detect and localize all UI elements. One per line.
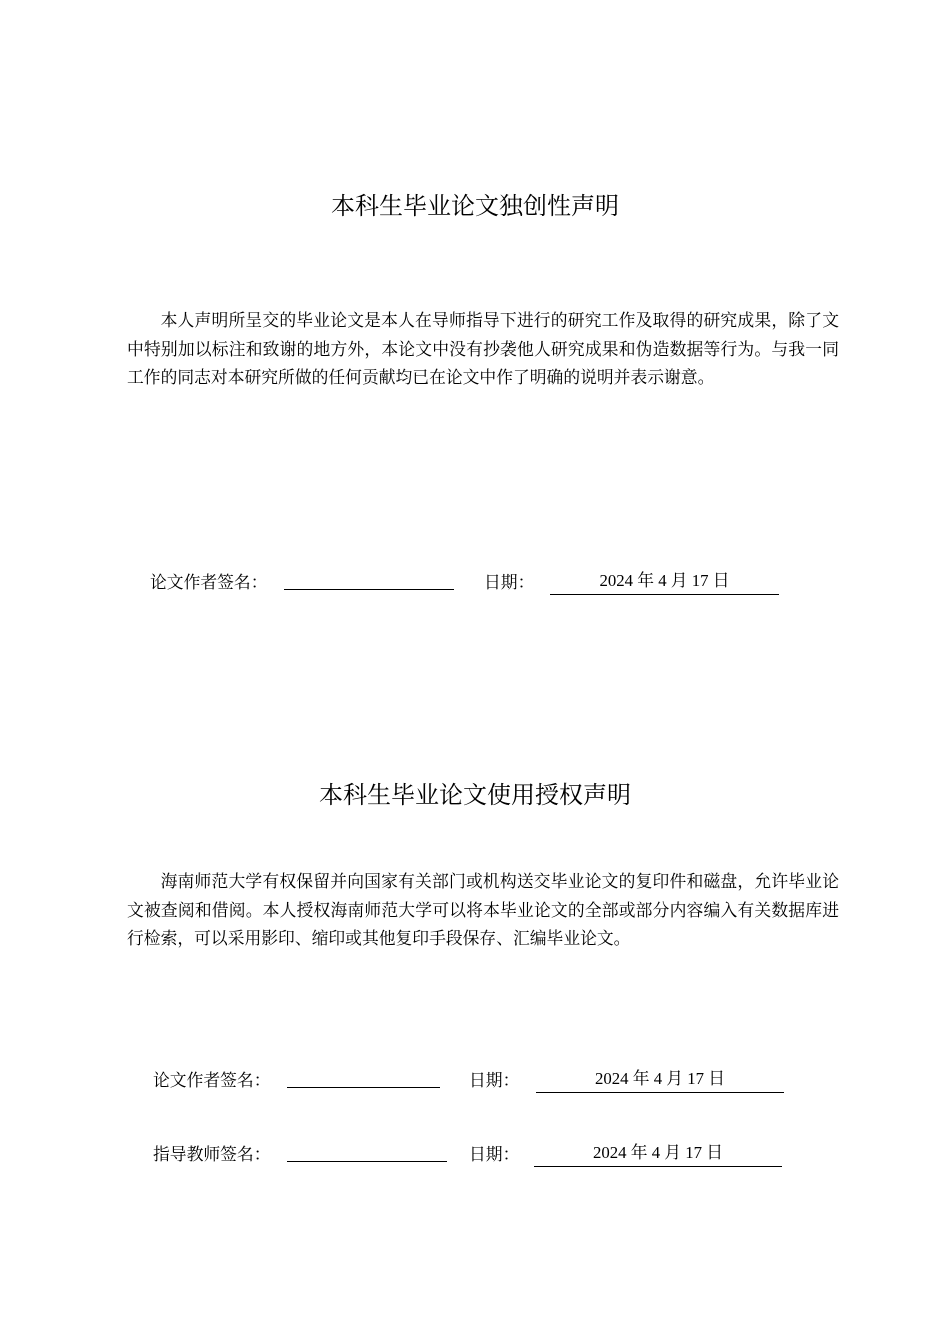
authorization-advisor-row <box>153 1141 803 1167</box>
date-label: 日期： <box>469 1144 520 1164</box>
date-label: 日期： <box>484 572 535 592</box>
authorization-author-row <box>153 1067 803 1093</box>
originality-body: 本人声明所呈交的毕业论文是本人在导师指导下进行的研究工作及取得的研究成果，除了文中特别加以标注和致谢的地方外，本论文中没有抄袭他人研究成果和伪造数据等行为。与我一同工作的同志对本研究所做的任何贡献均已在论文中作了明确的说明并表示谢意。 <box>127 310 839 387</box>
authorization-title: 本科生毕业论文使用授权声明 <box>319 781 631 809</box>
author-signature-label: 论文作者签名： <box>150 572 268 592</box>
originality-signature-row <box>150 569 800 595</box>
advisor-signature-line[interactable] <box>287 1161 447 1162</box>
authorization-body: 海南师范大学有权保留并向国家有关部门或机构送交毕业论文的复印件和磁盘，允许毕业论文被查阅和借阅。本人授权海南师范大学可以将本毕业论文的全部或部分内容编入有关数据库进行检索，可以采用影印、缩印或其他复印手段保存、汇编毕业论文。 <box>127 871 839 948</box>
advisor-signature-label: 指导教师签名： <box>153 1144 271 1164</box>
date-label: 日期： <box>469 1070 520 1090</box>
originality-title: 本科生毕业论文独创性声明 <box>331 192 619 220</box>
date-value[interactable]: 2024 年 4 月 17 日 <box>536 1067 784 1093</box>
author-signature-label: 论文作者签名： <box>153 1070 271 1090</box>
author-signature-line[interactable] <box>287 1087 440 1088</box>
author-signature-line[interactable] <box>284 589 454 590</box>
date-value[interactable]: 2024 年 4 月 17 日 <box>534 1141 782 1167</box>
date-value[interactable]: 2024 年 4 月 17 日 <box>550 569 779 595</box>
